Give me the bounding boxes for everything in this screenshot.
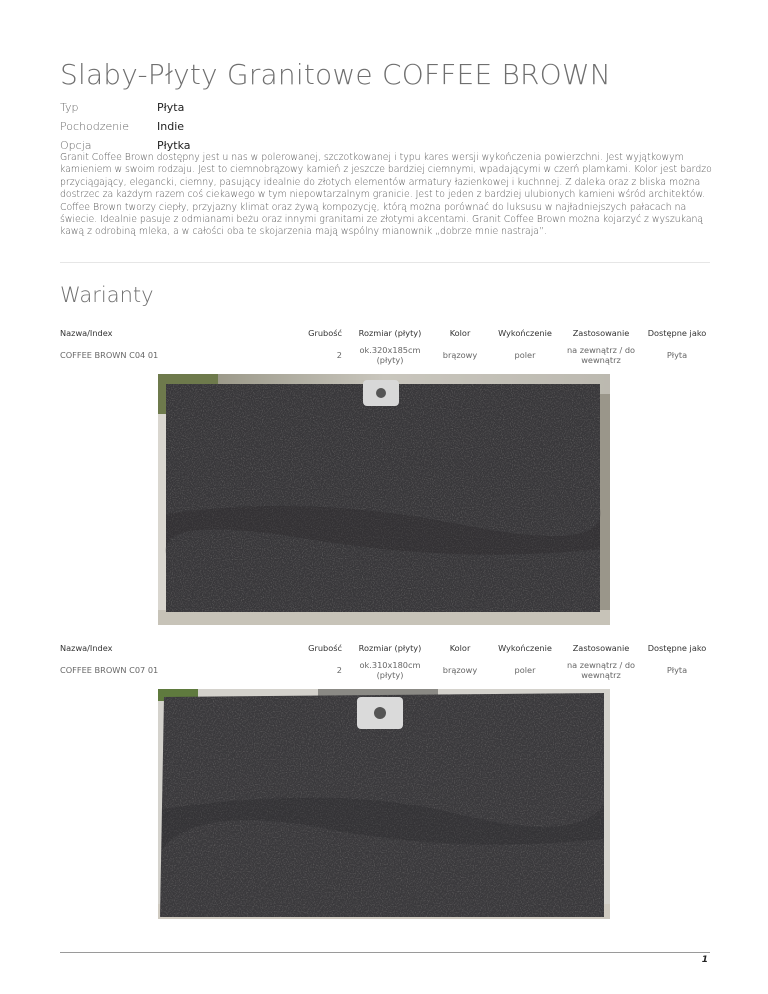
product-description: Granit Coffee Brown dostępny jest u nas w polerowanej, szczotkowanej i typu kares wersji wykończenia powierzchni. Jest wyjątkowym kamieniem w swoim rodzaju. Jest to ciemnobrązowy kamień z jeszcze bardziej ciemnymi, wpadającymi w czerń plamkami. Kolor jest bardzo przyciągający, elegancki, ciemny, pasujący idealnie do złotych elementów armatury łazienkowej i kuchnnej. Z daleka oraz z bliska można dostrzec za każdym razem coś ciekawego w tym niepowtarzalnym granicie. Jest to jeden z bardziej ulubionych kamieni wśród architektów. Coffee Brown tworzy ciepły, przyjazny klimat oraz żywą kompozycję, którą można porównać do luksusu w najładniejszych pałacach na świecie. Idealnie pasuje z odmianami beżu oraz innymi granitami ze złotymi akcentami. Granit Coffee Brown można kojarzyć z wyszukaną kawą z odrobiną mleka, a w całości oba te skojarzenia mają wspólny mianownik „dobrze mnie nastraja”. [60,152,712,238]
header-available: Dostępne jako [647,643,707,653]
header-color: Kolor [449,643,471,653]
table-row [60,342,712,368]
granite-slab-photo [158,374,610,625]
property-origin [60,117,191,136]
section-divider [60,262,710,263]
page-number: 1 [701,955,708,965]
header-name: Nazwa/Index [60,328,113,338]
variant-usage [560,345,642,365]
variant-thickness: 2 [336,350,342,360]
variant-table [60,639,712,683]
header-name: Nazwa/Index [60,643,113,653]
property-key: Opcja [60,139,92,152]
header-size: Rozmiar (płyty) [358,328,422,338]
variant-thickness: 2 [336,665,342,675]
variant-color: brązowy [442,350,478,360]
variant-color: brązowy [442,665,478,675]
size-line: ok.310x180cm [359,660,421,670]
granite-slab-photo [158,689,610,919]
header-finish: Wykończenie [498,643,552,653]
table-row [60,657,712,683]
header-thickness: Grubość [308,328,342,338]
usage-line: wewnątrz [581,355,621,365]
property-key: Pochodzenie [60,120,130,133]
header-thickness: Grubość [308,643,342,653]
usage-line: na zewnątrz / do [566,660,636,670]
variant-available: Płyta [666,665,688,675]
property-key: Typ [60,101,79,114]
header-usage: Zastosowanie [572,643,630,653]
variant-size [350,660,430,680]
table-header-row [60,324,712,342]
size-line: ok.320x185cm [359,345,421,355]
slab-image-2 [158,689,610,919]
variants-heading: Warianty [60,283,154,307]
size-line: (płyty) [376,670,404,680]
header-finish: Wykończenie [498,328,552,338]
variant-name: COFFEE BROWN C07 01 [60,665,159,675]
variant-available: Płyta [666,350,688,360]
variant-usage [560,660,642,680]
property-type [60,98,191,117]
property-value: Indie [157,120,185,133]
header-available: Dostępne jako [647,328,707,338]
variant-table [60,324,712,368]
footer-divider [60,952,710,953]
variant-finish: poler [514,350,536,360]
size-line: (płyty) [376,355,404,365]
properties-list [60,98,191,155]
property-value: Płytka [157,139,191,152]
variant-finish: poler [514,665,536,675]
variant-name: COFFEE BROWN C04 01 [60,350,159,360]
variant-size [350,345,430,365]
slab-image-1 [158,374,610,625]
table-header-row [60,639,712,657]
usage-line: wewnątrz [581,670,621,680]
usage-line: na zewnątrz / do [566,345,636,355]
page-title: Slaby-Płyty Granitowe COFFEE BROWN [60,58,611,91]
header-size: Rozmiar (płyty) [358,643,422,653]
header-usage: Zastosowanie [572,328,630,338]
property-value: Płyta [157,101,185,114]
header-color: Kolor [449,328,471,338]
